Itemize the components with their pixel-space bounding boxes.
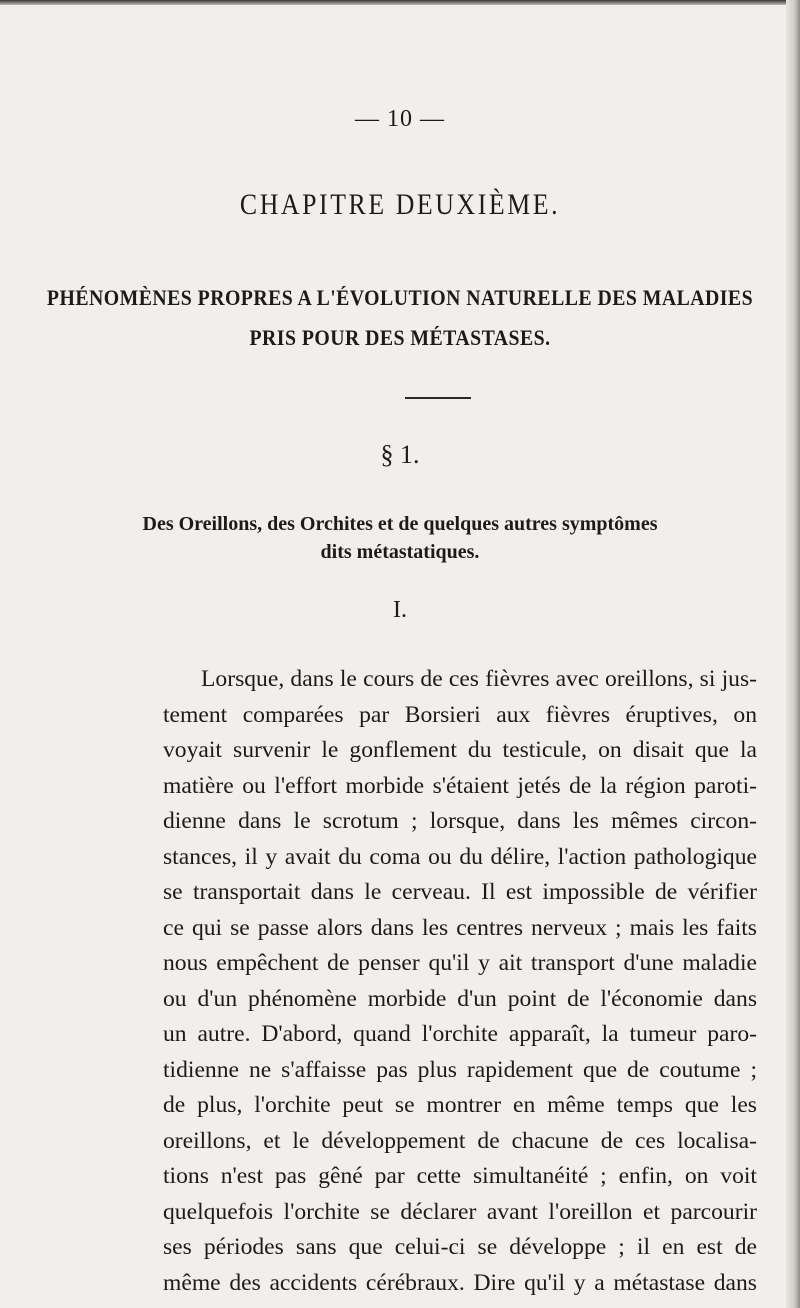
body-line: tions n'est pas gêné par cette simultanéité ; enfin, on voit — [163, 1163, 757, 1189]
section-title-line: dits métastatiques. — [320, 541, 480, 563]
body-line: de plus, l'orchite peut se montrer en même temps que les — [163, 1092, 757, 1118]
body-line: matière ou l'effort morbide s'étaient jetés de la région paroti- — [163, 772, 757, 799]
chapter-subtitle-line: PRIS POUR DES MÉTASTASES. — [249, 325, 551, 350]
body-line: oreillons, et le développement de chacune de ces localisa- — [163, 1127, 757, 1154]
chapter-subtitle — [0, 278, 800, 358]
body-line: tement comparées par Borsieri aux fièvres éruptives, on — [163, 701, 757, 728]
section-title — [0, 510, 800, 566]
body-line: dienne dans le scrotum ; lorsque, dans les mêmes circon- — [163, 808, 757, 834]
body-line: se transportait dans le cerveau. Il est impossible de vérifier — [163, 879, 757, 905]
body-line: voyait survenir le gonflement du testicule, on disait que la — [163, 737, 757, 763]
body-line: même des accidents cérébraux. Dire qu'il y a métastase dans — [163, 1269, 757, 1296]
body-line: Lorsque, dans le cours de ces fièvres avec oreillons, si jus- — [201, 666, 757, 692]
section-title-line: Des Oreillons, des Orchites et de quelques autres symptômes — [142, 513, 658, 535]
title-divider — [405, 397, 471, 399]
body-line: quelquefois l'orchite se déclarer avant l'oreillon et parcourir — [163, 1198, 757, 1225]
body-line: nous empêchent de penser qu'il y ait transport d'une maladie — [163, 950, 757, 976]
body-line: tidienne ne s'affaisse pas plus rapidement que de coutume ; — [163, 1056, 757, 1083]
page-right-edge — [786, 0, 800, 1308]
chapter-subtitle-line: PHÉNOMÈNES PROPRES A L'ÉVOLUTION NATURELLE DES MALADIES — [46, 285, 754, 310]
page-number: — 10 — — [355, 106, 445, 132]
chapter-title: CHAPITRE DEUXIÈME. — [239, 188, 561, 221]
paragraph-numeral: I. — [393, 597, 407, 623]
body-line: ou d'un phénomène morbide d'un point de l'économie dans — [163, 985, 757, 1012]
body-paragraph — [163, 662, 757, 1301]
body-line: ses périodes sans que celui-ci se développe ; il en est de — [163, 1234, 757, 1260]
body-line: stances, il y avait du coma ou du délire, l'action pathologique — [163, 843, 757, 870]
section-mark: § 1. — [380, 440, 420, 469]
page-top-edge — [0, 0, 800, 5]
body-line: un autre. D'abord, quand l'orchite apparaît, la tumeur paro- — [163, 1021, 757, 1047]
body-line: ce qui se passe alors dans les centres nerveux ; mais les faits — [163, 914, 757, 941]
